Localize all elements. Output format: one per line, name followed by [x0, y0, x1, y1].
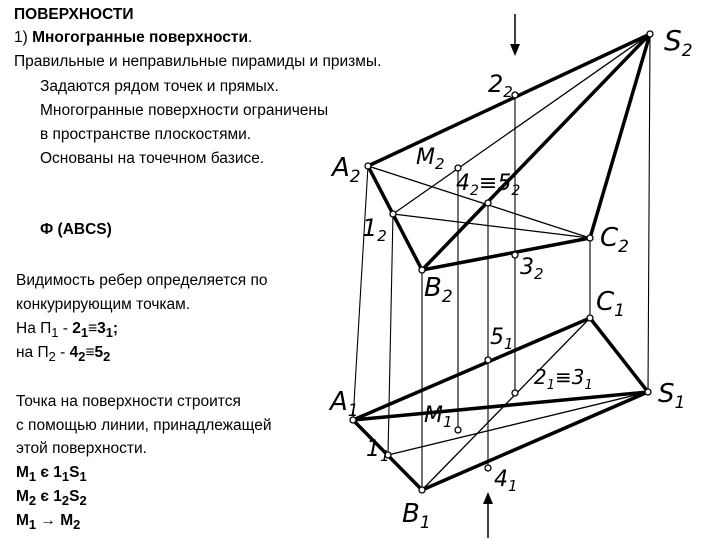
point-3-2	[512, 252, 518, 258]
rel3-b-sub: 2	[73, 517, 81, 533]
label-B1: $B_1$	[402, 499, 431, 533]
intro-line-4: в пространстве плоскостями.	[40, 126, 252, 143]
label-1-1: $1_1$	[366, 437, 390, 465]
rel3-a-sub: 1	[28, 517, 37, 533]
pi1-sub: 1	[51, 325, 59, 341]
rel1-c: S	[69, 464, 80, 481]
point-2-2	[512, 92, 518, 98]
point-4-1	[485, 465, 491, 471]
intro-line-3: Многогранные поверхности ограничены	[40, 102, 329, 119]
visibility-line-1: Видимость ребер определяется по	[16, 272, 268, 289]
rel1-a-sub: 1	[28, 469, 37, 485]
pi2-a: 4	[69, 344, 79, 361]
rel2-op: є	[36, 488, 54, 505]
label-1-2: $1_2$	[362, 214, 387, 245]
pi1-end: ;	[112, 320, 119, 337]
link-1	[388, 214, 393, 455]
rel1-b: 1	[53, 464, 62, 481]
point-rule-line-1: Точка на поверхности строится	[16, 393, 241, 410]
pi1-eq: ≡	[88, 320, 98, 337]
pi2-sub: 2	[48, 349, 56, 365]
label-M2: $M_2$	[416, 145, 445, 173]
intro-line-5: Основаны на точечном базисе.	[40, 150, 265, 167]
point-2-3-1	[512, 390, 518, 396]
rel1-b-sub: 1	[61, 469, 70, 485]
pi2-b: 5	[94, 344, 104, 361]
point-5-1	[485, 357, 491, 363]
label-3-2: $3_2$	[520, 255, 544, 283]
label-4-5-2: $4_2\equiv 5_2$	[456, 171, 521, 199]
label-C2: $C_2$	[600, 223, 629, 257]
label-5-1: $5_1$	[490, 325, 514, 353]
label-2-3-1: $2_1\equiv 3_1$	[534, 365, 593, 393]
pi2-mid: -	[55, 344, 70, 361]
pi1-mid: -	[58, 320, 73, 337]
point-M1	[455, 427, 461, 433]
rel2-a-sub: 2	[28, 493, 37, 509]
point-C1	[587, 315, 593, 321]
point-4-5-2	[485, 200, 491, 206]
sight-arrow-top-head	[510, 44, 520, 56]
pi2-b-sub: 2	[103, 349, 111, 365]
point-A2	[365, 163, 371, 169]
label-C1: $C_1$	[596, 287, 625, 321]
edge-B1-S1	[422, 392, 648, 490]
pi2-prefix: на П	[16, 344, 49, 361]
edge-C1-S1	[590, 318, 648, 392]
point-B1	[419, 487, 425, 493]
intro-line-2: Задаются рядом точек и прямых.	[40, 78, 279, 95]
point-S2	[647, 31, 653, 37]
edge-A1-S1	[353, 392, 648, 420]
point-1-2	[390, 211, 396, 217]
point-C2	[587, 235, 593, 241]
section-number: 1)	[14, 29, 28, 46]
point-rule-line-3: этой поверхности.	[16, 440, 147, 457]
rel2-c-sub: 2	[79, 493, 87, 509]
label-A1: $A_1$	[330, 387, 359, 421]
label-S1: $S_1$	[658, 379, 686, 413]
rel2-b: 1	[53, 488, 62, 505]
rel2-c: S	[69, 488, 80, 505]
sight-arrow-bottom-head	[483, 492, 493, 504]
rel3-op: →	[36, 512, 61, 529]
line-1_2-C2	[393, 214, 590, 238]
section-title-text: Многогранные поверхности	[32, 29, 249, 46]
rel2-a: M	[16, 488, 29, 505]
label-B2: $B_2$	[424, 273, 453, 307]
rel3-b: M	[60, 512, 74, 529]
pi1-b-sub: 1	[105, 325, 113, 341]
link-A	[353, 166, 368, 420]
label-4-1: $4_1$	[494, 467, 518, 495]
pi2-eq: ≡	[85, 344, 95, 361]
rel3-a: M	[16, 512, 29, 529]
rel1-op: є	[36, 464, 54, 481]
section-title-tail: .	[248, 29, 253, 46]
point-rule-line-2: с помощью линии, принадлежащей	[16, 417, 272, 434]
label-S2: $S_2$	[664, 24, 693, 61]
pi1-a-sub: 1	[80, 325, 89, 341]
line-1_2-S2	[393, 34, 650, 214]
pi1-a: 2	[72, 320, 81, 337]
rel1-a: M	[16, 464, 29, 481]
pi1-prefix: На П	[16, 320, 52, 337]
label-M1: $M_1$	[424, 403, 453, 431]
surface-definition: Ф (ABCS)	[40, 221, 112, 238]
label-A2: $A_2$	[332, 153, 361, 187]
pi2-a-sub: 2	[78, 349, 86, 365]
link-S	[648, 34, 650, 392]
pi1-b: 3	[97, 320, 106, 337]
rel2-b-sub: 2	[61, 493, 70, 509]
page-heading: ПОВЕРХНОСТИ	[14, 6, 134, 23]
label-2-2: $2_2$	[488, 70, 513, 101]
rel1-c-sub: 1	[79, 469, 87, 485]
visibility-line-2: конкурирующим точкам.	[16, 296, 191, 313]
intro-line-1: Правильные и неправильные пирамиды и призмы.	[14, 53, 382, 70]
point-S1	[645, 389, 651, 395]
